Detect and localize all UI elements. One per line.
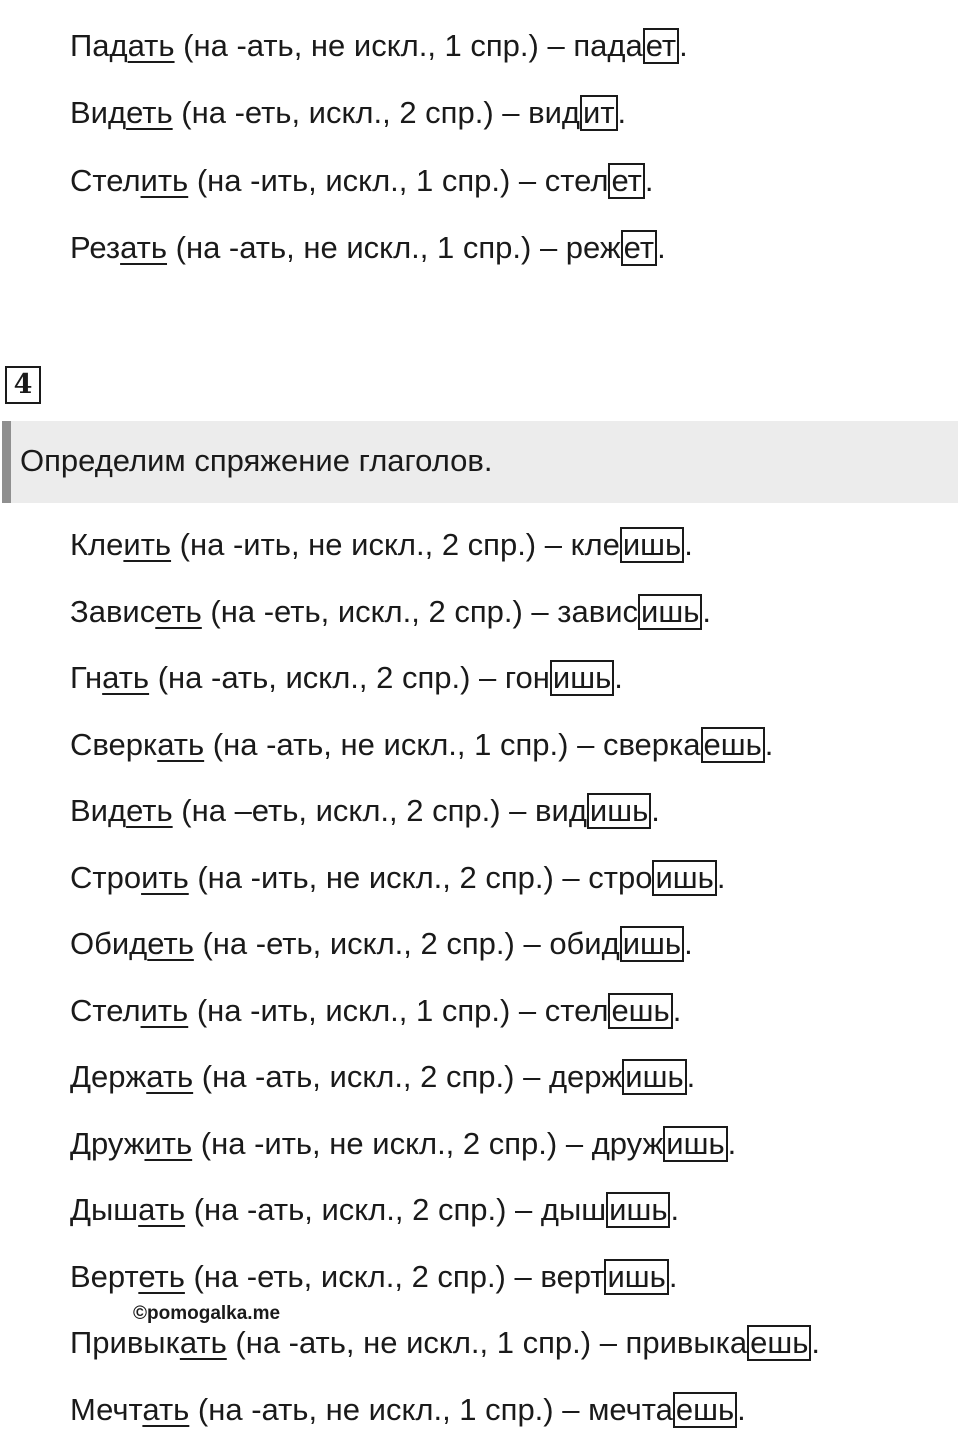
verb-stem: Мечт — [70, 1392, 143, 1427]
verb-info: (на -ать, не искл., 1 спр.) – — [204, 727, 603, 762]
verb-line — [70, 1124, 736, 1164]
form-ending: ешь — [673, 1392, 737, 1428]
verb-suffix: еть — [147, 926, 194, 961]
watermark: ©pomogalka.me — [133, 1303, 281, 1324]
verb-stem: Друж — [70, 1126, 145, 1161]
verb-info: (на -ить, не искл., 2 спр.) – — [188, 860, 589, 895]
punctuation: . — [811, 1325, 821, 1360]
verb-info: (на -еть, искл., 2 спр.) – — [201, 594, 558, 629]
punctuation: . — [679, 28, 688, 63]
form-ending: ешь — [701, 727, 765, 763]
verb-info: (на -еть, искл., 2 спр.) – — [184, 1259, 541, 1294]
form-stem: гон — [504, 660, 550, 695]
verb-line — [70, 1257, 677, 1297]
verb-suffix: ать — [120, 230, 168, 265]
form-ending: ишь — [604, 1259, 668, 1295]
verb-info: (на –еть, искл., 2 спр.) – — [172, 793, 536, 828]
verb-line — [70, 658, 623, 698]
verb-suffix: еть — [138, 1259, 185, 1294]
verb-line — [70, 1190, 679, 1230]
verb-line — [70, 1323, 820, 1363]
punctuation: . — [727, 1126, 737, 1161]
punctuation: . — [668, 1259, 678, 1294]
form-stem: привыка — [625, 1325, 748, 1360]
form-stem: стро — [588, 860, 653, 895]
form-ending: ишь — [622, 1059, 686, 1095]
form-ending: ешь — [747, 1325, 811, 1361]
form-ending: ет — [643, 28, 679, 64]
punctuation: . — [684, 527, 693, 562]
verb-line — [70, 525, 693, 565]
verb-stem: Гн — [70, 660, 103, 695]
task-number-badge: 4 — [5, 366, 41, 404]
verb-line — [70, 161, 653, 201]
verb-suffix: ить — [123, 527, 172, 562]
verb-suffix: ать — [127, 28, 175, 63]
form-stem: вид — [535, 793, 587, 828]
verb-line — [70, 26, 688, 66]
form-ending: ишь — [620, 926, 684, 962]
verb-stem: Держ — [70, 1059, 147, 1094]
verb-stem: Привык — [70, 1325, 180, 1360]
form-ending: ет — [621, 230, 657, 266]
instruction-text: Определим спряжение глаголов. — [20, 443, 493, 478]
punctuation: . — [657, 230, 666, 265]
punctuation: . — [702, 594, 711, 629]
verb-suffix: еть — [126, 793, 173, 828]
form-ending: ишь — [652, 860, 716, 896]
form-ending: ишь — [638, 594, 702, 630]
form-stem: реж — [565, 230, 621, 265]
form-ending: ишь — [663, 1126, 727, 1162]
verb-suffix: ать — [179, 1325, 227, 1360]
form-ending: ешь — [608, 993, 672, 1029]
verb-suffix: еть — [126, 95, 173, 130]
verb-suffix: ать — [142, 1392, 190, 1427]
verb-stem: Стро — [70, 860, 142, 895]
verb-stem: Сверк — [70, 727, 158, 762]
verb-info: (на -ить, искл., 1 спр.) – — [188, 163, 545, 198]
verb-info: (на -ать, искл., 2 спр.) – — [193, 1059, 549, 1094]
verb-stem: Дыш — [70, 1192, 139, 1227]
verb-suffix: ать — [146, 1059, 194, 1094]
form-stem: сверка — [602, 727, 701, 762]
verb-info: (на -еть, искл., 2 спр.) – — [172, 95, 529, 130]
form-stem: верт — [540, 1259, 605, 1294]
verb-stem: Пад — [70, 28, 128, 63]
form-ending: ишь — [620, 527, 684, 563]
verb-suffix: ать — [157, 727, 205, 762]
verb-line — [70, 924, 693, 964]
verb-line — [70, 228, 666, 268]
verb-line — [70, 991, 681, 1031]
verb-line — [70, 791, 660, 831]
verb-stem: Стел — [70, 163, 141, 198]
punctuation: . — [672, 993, 682, 1028]
verb-line — [70, 592, 711, 632]
verb-suffix: ать — [138, 1192, 186, 1227]
form-stem: стел — [544, 993, 609, 1028]
verb-info: (на -ать, искл., 2 спр.) – — [149, 660, 505, 695]
verb-stem: Вид — [70, 793, 127, 828]
verb-info: (на -ить, не искл., 2 спр.) – — [192, 1126, 592, 1161]
verb-suffix: ить — [140, 163, 189, 198]
form-ending: ишь — [587, 793, 651, 829]
form-stem: кле — [570, 527, 620, 562]
form-ending: ишь — [606, 1192, 670, 1228]
form-stem: пада — [573, 28, 643, 63]
punctuation: . — [737, 1392, 746, 1427]
form-ending: ит — [580, 95, 618, 131]
verb-info: (на -ить, не искл., 2 спр.) – — [171, 527, 571, 562]
form-stem: обид — [549, 926, 620, 961]
verb-stem: Стел — [70, 993, 141, 1028]
verb-stem: Завис — [70, 594, 156, 629]
verb-stem: Вид — [70, 95, 127, 130]
verb-stem: Обид — [70, 926, 148, 961]
form-stem: держ — [548, 1059, 623, 1094]
form-ending: ет — [608, 163, 644, 199]
verb-info: (на -ать, не искл., 1 спр.) – — [174, 28, 574, 63]
punctuation: . — [684, 926, 693, 961]
verb-suffix: ить — [140, 993, 189, 1028]
verb-info: (на -еть, искл., 2 спр.) – — [193, 926, 550, 961]
verb-stem: Кле — [70, 527, 124, 562]
verb-info: (на -ать, не искл., 1 спр.) – — [226, 1325, 626, 1360]
verb-suffix: еть — [155, 594, 202, 629]
instruction-banner — [2, 421, 958, 503]
punctuation: . — [651, 793, 660, 828]
form-stem: стел — [544, 163, 609, 198]
punctuation: . — [670, 1192, 680, 1227]
verb-info: (на -ать, искл., 2 спр.) – — [185, 1192, 541, 1227]
verb-suffix: ить — [141, 860, 189, 895]
punctuation: . — [617, 95, 627, 130]
punctuation: . — [614, 660, 623, 695]
verb-suffix: ать — [102, 660, 150, 695]
form-stem: мечта — [588, 1392, 673, 1427]
verb-line — [70, 725, 773, 765]
verb-line — [70, 858, 725, 898]
verb-info: (на -ить, искл., 1 спр.) – — [188, 993, 545, 1028]
verb-line — [70, 1390, 746, 1430]
verb-info: (на -ать, не искл., 1 спр.) – — [189, 1392, 589, 1427]
verb-stem: Верт — [70, 1259, 139, 1294]
form-stem: вид — [528, 95, 580, 130]
form-ending: ишь — [550, 660, 614, 696]
form-stem: дыш — [540, 1192, 607, 1227]
punctuation: . — [686, 1059, 696, 1094]
form-stem: завис — [557, 594, 639, 629]
punctuation: . — [764, 727, 774, 762]
verb-info: (на -ать, не искл., 1 спр.) – — [167, 230, 566, 265]
punctuation: . — [644, 163, 654, 198]
form-stem: друж — [591, 1126, 664, 1161]
punctuation: . — [716, 860, 726, 895]
verb-line — [70, 93, 626, 133]
verb-suffix: ить — [144, 1126, 193, 1161]
verb-line — [70, 1057, 695, 1097]
verb-stem: Рез — [70, 230, 121, 265]
